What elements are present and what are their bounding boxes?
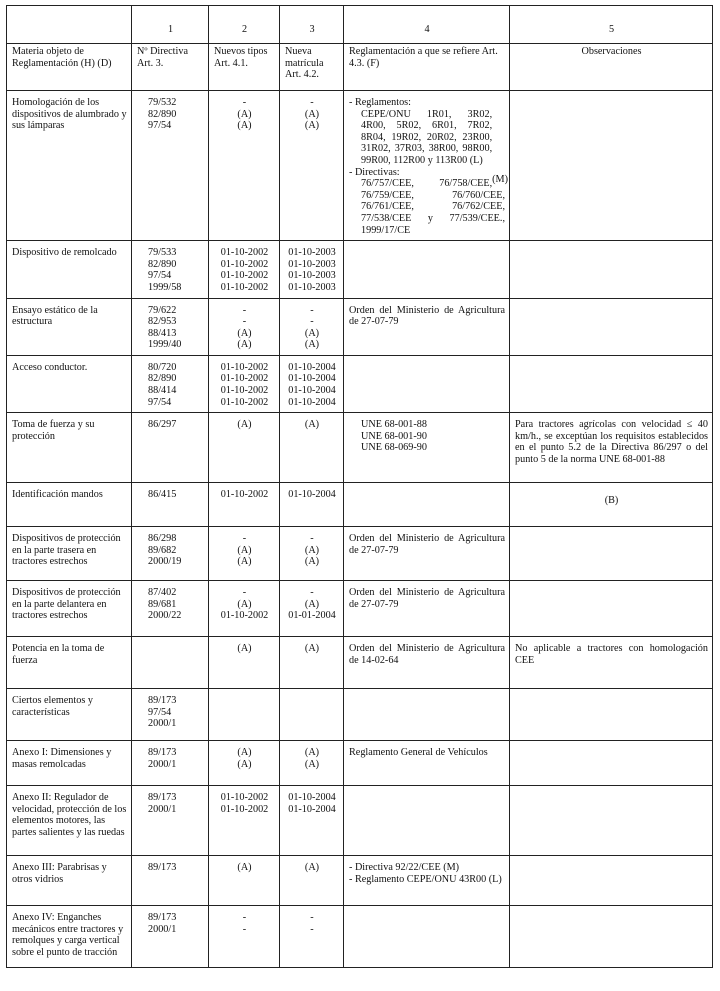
directive-cell bbox=[132, 741, 209, 786]
new-types-cell-line: 01-10-2002 bbox=[220, 361, 269, 373]
directive-cell-line: 82/890 bbox=[148, 108, 177, 120]
new-types-cell-line: 01-10-2002 bbox=[220, 396, 269, 408]
new-types-cell bbox=[209, 483, 280, 527]
new-registration-cell-line: (A) bbox=[304, 120, 320, 132]
new-types-cell-line: (A) bbox=[237, 327, 252, 339]
new-registration-cell-line: (A) bbox=[304, 747, 320, 759]
header-directive: Nº Directiva Art. 3. bbox=[132, 44, 209, 91]
new-registration-cell-line: 01-10-2004 bbox=[288, 361, 336, 373]
new-registration-cell-line: (A) bbox=[304, 339, 320, 351]
new-types-cell-line: 01-10-2002 bbox=[220, 258, 269, 270]
observations-cell bbox=[510, 298, 713, 355]
new-types-cell-line: (A) bbox=[237, 556, 252, 568]
directive-cell-line: 82/890 bbox=[148, 258, 177, 270]
new-registration-cell bbox=[280, 483, 344, 527]
new-types-cell bbox=[209, 906, 280, 968]
new-registration-cell-line: 01-10-2003 bbox=[288, 247, 336, 259]
table-row bbox=[7, 741, 713, 786]
regulation-text: UNE 68-001-88 bbox=[361, 419, 427, 431]
regulation-cell bbox=[344, 355, 510, 412]
directive-cell-line: 89/173 bbox=[148, 862, 177, 874]
directive-cell bbox=[132, 856, 209, 906]
new-types-cell-line: - bbox=[242, 923, 247, 935]
observations-cell bbox=[510, 355, 713, 412]
new-registration-cell bbox=[280, 581, 344, 637]
new-types-cell-line: (A) bbox=[237, 758, 252, 770]
new-types-cell-line: (A) bbox=[237, 419, 252, 431]
observations-cell bbox=[510, 527, 713, 581]
new-registration-cell bbox=[280, 856, 344, 906]
new-registration-cell bbox=[280, 689, 344, 741]
table-row bbox=[7, 241, 713, 298]
observations-cell bbox=[510, 689, 713, 741]
new-types-cell bbox=[209, 741, 280, 786]
new-registration-cell-line: (A) bbox=[304, 419, 320, 431]
directive-cell bbox=[132, 906, 209, 968]
table-row bbox=[7, 637, 713, 689]
directive-cell-line: 89/173 bbox=[148, 747, 177, 759]
observations-cell bbox=[510, 786, 713, 856]
header-observations: Observaciones bbox=[510, 44, 713, 91]
new-types-cell-line: - bbox=[242, 533, 247, 545]
regulation-text: UNE 68-001-90 bbox=[361, 430, 427, 442]
regulation-cell bbox=[344, 689, 510, 741]
regulation-cell bbox=[344, 298, 510, 355]
directive-cell-line: 79/532 bbox=[148, 97, 177, 108]
regulation-cell bbox=[344, 241, 510, 298]
regulation-table bbox=[6, 5, 713, 968]
column-number: 3 bbox=[280, 6, 344, 44]
new-registration-cell-line: (A) bbox=[304, 556, 320, 568]
table-row bbox=[7, 355, 713, 412]
new-types-cell-line: (A) bbox=[237, 598, 252, 610]
new-types-cell bbox=[209, 856, 280, 906]
new-registration-cell-line: 01-10-2004 bbox=[288, 489, 336, 501]
new-registration-cell-line: 01-10-2004 bbox=[288, 396, 336, 408]
observations-cell: (B) bbox=[510, 483, 713, 527]
directive-cell-line: 89/682 bbox=[148, 544, 177, 556]
regulation-text: Orden del Ministerio de Agricultura de 27-07-79 bbox=[349, 304, 505, 328]
new-types-cell-line: 01-10-2002 bbox=[220, 281, 269, 293]
new-registration-cell-line: - bbox=[310, 304, 314, 316]
header-row bbox=[7, 44, 713, 91]
new-registration-cell bbox=[280, 906, 344, 968]
directive-cell-line: 88/414 bbox=[148, 385, 177, 397]
new-registration-cell-line: - bbox=[310, 912, 314, 924]
new-types-cell-line: (A) bbox=[237, 643, 252, 655]
new-registration-cell-line: - bbox=[310, 533, 314, 545]
observations-cell: Para tractores agrícolas con velocidad ≤ 40 km/h., se exceptúan los requisitos establecidos en el punto 5.2 de la Directiva 86/297 o del punto 5 de la norma UNE 68-001-88 bbox=[510, 413, 713, 483]
new-types-cell bbox=[209, 241, 280, 298]
regulation-cell bbox=[344, 413, 510, 483]
new-registration-cell bbox=[280, 637, 344, 689]
header-regulation: Reglamentación a que se refiere Art. 4.3. (F) bbox=[344, 44, 510, 91]
new-types-cell-line: 01-10-2002 bbox=[220, 373, 269, 385]
subject-cell: Potencia en la toma de fuerza bbox=[7, 637, 132, 689]
directive-cell bbox=[132, 786, 209, 856]
directive-cell-line: 86/415 bbox=[148, 489, 177, 501]
regulation-text: - Directiva 92/22/CEE (M) bbox=[349, 862, 460, 874]
new-registration-cell bbox=[280, 91, 344, 241]
new-registration-cell-line: (A) bbox=[304, 327, 320, 339]
regulation-text: - Reglamento CEPE/ONU 43R00 (L) bbox=[349, 873, 502, 885]
column-number-row bbox=[7, 6, 713, 44]
new-types-cell-line: - bbox=[242, 304, 247, 316]
directive-cell-line: 89/173 bbox=[148, 912, 177, 924]
directive-cell bbox=[132, 689, 209, 741]
column-number bbox=[7, 6, 132, 44]
regulation-cell bbox=[344, 483, 510, 527]
regulation-text: - Directivas: bbox=[349, 166, 400, 178]
regulation-text: Orden del Ministerio de Agricultura de 27-07-79 bbox=[349, 533, 505, 556]
new-registration-cell bbox=[280, 413, 344, 483]
subject-cell: Dispositivo de remolcado bbox=[7, 241, 132, 298]
observations-cell: No aplicable a tractores con homologación CEE bbox=[510, 637, 713, 689]
table-row bbox=[7, 527, 713, 581]
directive-cell-line: 97/54 bbox=[148, 270, 172, 282]
column-number: 4 bbox=[344, 6, 510, 44]
new-types-cell-line: - bbox=[242, 587, 247, 599]
table-row bbox=[7, 786, 713, 856]
observations-cell bbox=[510, 856, 713, 906]
table-row bbox=[7, 91, 713, 241]
subject-cell: Homologación de los dispositivos de alumbrado y sus lámparas bbox=[7, 91, 132, 241]
header-new-registration: Nueva matrícula Art. 4.2. bbox=[280, 44, 344, 91]
directive-cell-line: 2000/1 bbox=[148, 923, 177, 935]
regulation-cell bbox=[344, 856, 510, 906]
new-registration-cell-line: (A) bbox=[304, 758, 320, 770]
new-types-cell-line: - bbox=[242, 316, 247, 328]
regulation-text: 76/757/CEE, 76/758/CEE, 76/759/CEE, 76/760/CEE, 76/761/CEE, 76/762/CEE, 77/538/CEE y 77/539/CEE., 1999/17/CE bbox=[361, 178, 505, 236]
directive-cell bbox=[132, 527, 209, 581]
subject-cell: Anexo I: Dimensiones y masas remolcadas bbox=[7, 741, 132, 786]
new-registration-cell bbox=[280, 355, 344, 412]
directive-cell bbox=[132, 483, 209, 527]
new-types-cell-line: - bbox=[242, 912, 247, 924]
table-row bbox=[7, 298, 713, 355]
new-registration-cell-line: (A) bbox=[304, 643, 320, 655]
header-new-types: Nuevos tipos Art. 4.1. bbox=[209, 44, 280, 91]
new-types-cell-line: 01-10-2002 bbox=[220, 610, 269, 622]
new-types-cell-line: (A) bbox=[237, 544, 252, 556]
directive-cell-line: 80/720 bbox=[148, 361, 177, 373]
new-registration-cell bbox=[280, 241, 344, 298]
new-types-cell-line: 01-10-2002 bbox=[220, 385, 269, 397]
directive-cell-line: 2000/22 bbox=[148, 610, 182, 622]
new-registration-cell-line: 01-10-2003 bbox=[288, 258, 336, 270]
new-types-cell bbox=[209, 581, 280, 637]
directive-cell-line: 89/173 bbox=[148, 695, 177, 707]
directive-cell-line: 79/533 bbox=[148, 247, 177, 259]
directive-cell-line: 97/54 bbox=[148, 706, 172, 718]
new-registration-cell-line: - bbox=[310, 923, 314, 935]
new-registration-cell-line: (A) bbox=[304, 544, 320, 556]
regulation-cell bbox=[344, 906, 510, 968]
observations-cell bbox=[510, 581, 713, 637]
new-registration-cell-line: 01-10-2004 bbox=[288, 385, 336, 397]
new-registration-cell-line: (A) bbox=[304, 108, 320, 120]
subject-cell: Anexo II: Regulador de velocidad, protección de los elementos motores, las partes salientes y las ruedas bbox=[7, 786, 132, 856]
new-types-cell-line: (A) bbox=[237, 862, 252, 874]
subject-cell: Acceso conductor. bbox=[7, 355, 132, 412]
directive-cell-line: 2000/1 bbox=[148, 718, 177, 730]
subject-cell: Ciertos elementos y características bbox=[7, 689, 132, 741]
table-row bbox=[7, 483, 713, 527]
subject-cell: Dispositivos de protección en la parte delantera en tractores estrechos bbox=[7, 581, 132, 637]
regulation-mark: (M) bbox=[492, 174, 508, 185]
directive-cell-line: 86/297 bbox=[148, 419, 177, 431]
directive-cell-line: 89/173 bbox=[148, 792, 177, 804]
new-registration-cell-line: 01-10-2004 bbox=[288, 373, 336, 385]
directive-cell-line: 97/54 bbox=[148, 396, 172, 408]
new-registration-cell bbox=[280, 786, 344, 856]
new-types-cell bbox=[209, 355, 280, 412]
regulation-text: UNE 68-069-90 bbox=[361, 442, 427, 454]
new-registration-cell-line: - bbox=[310, 316, 314, 328]
regulation-text: - Reglamentos: bbox=[349, 97, 411, 108]
directive-cell-line: 97/54 bbox=[148, 120, 172, 132]
table-row bbox=[7, 689, 713, 741]
table-row bbox=[7, 856, 713, 906]
column-number: 2 bbox=[209, 6, 280, 44]
directive-cell-line: 2000/1 bbox=[148, 803, 177, 815]
directive-cell-line: 86/298 bbox=[148, 533, 177, 545]
directive-cell-line: 88/413 bbox=[148, 327, 177, 339]
directive-cell bbox=[132, 298, 209, 355]
regulation-text: Orden del Ministerio de Agricultura de 14-02-64 bbox=[349, 643, 505, 666]
new-registration-cell-line: 01-10-2003 bbox=[288, 270, 336, 282]
table-row bbox=[7, 413, 713, 483]
new-types-cell bbox=[209, 91, 280, 241]
new-types-cell-line: (A) bbox=[237, 108, 252, 120]
directive-cell-line: 2000/19 bbox=[148, 556, 182, 568]
new-types-cell-line: (A) bbox=[237, 747, 252, 759]
column-number: 5 bbox=[510, 6, 713, 44]
table-row bbox=[7, 581, 713, 637]
new-registration-cell-line: - bbox=[310, 587, 314, 599]
subject-cell: Identificación mandos bbox=[7, 483, 132, 527]
directive-cell-line: 89/681 bbox=[148, 598, 177, 610]
directive-cell-line: 87/402 bbox=[148, 587, 177, 599]
new-types-cell-line: 01-10-2002 bbox=[220, 270, 269, 282]
new-registration-cell bbox=[280, 741, 344, 786]
regulation-text: Orden del Ministerio de Agricultura de 27-07-79 bbox=[349, 587, 505, 610]
directive-cell-line: 82/953 bbox=[148, 316, 177, 328]
directive-cell-line: 79/622 bbox=[148, 304, 177, 316]
directive-cell bbox=[132, 581, 209, 637]
new-registration-cell-line: (A) bbox=[304, 598, 320, 610]
subject-cell: Anexo III: Parabrisas y otros vidrios bbox=[7, 856, 132, 906]
directive-cell bbox=[132, 241, 209, 298]
regulation-cell bbox=[344, 581, 510, 637]
new-types-cell bbox=[209, 413, 280, 483]
subject-cell: Toma de fuerza y su protección bbox=[7, 413, 132, 483]
regulation-text: Reglamento General de Vehículos bbox=[349, 747, 488, 759]
column-number: 1 bbox=[132, 6, 209, 44]
new-types-cell bbox=[209, 527, 280, 581]
new-registration-cell-line: 01-10-2004 bbox=[288, 803, 336, 815]
new-registration-cell bbox=[280, 527, 344, 581]
directive-cell bbox=[132, 637, 209, 689]
directive-cell-line: 82/890 bbox=[148, 373, 177, 385]
new-types-cell-line: 01-10-2002 bbox=[220, 489, 269, 501]
directive-cell-line: 1999/40 bbox=[148, 339, 182, 351]
new-types-cell-line: (A) bbox=[237, 339, 252, 351]
observations-cell bbox=[510, 91, 713, 241]
new-registration-cell-line: 01-01-2004 bbox=[288, 610, 336, 622]
table-row bbox=[7, 906, 713, 968]
new-types-cell-line: (A) bbox=[237, 120, 252, 132]
new-types-cell bbox=[209, 298, 280, 355]
directive-cell bbox=[132, 413, 209, 483]
directive-cell-line: 2000/1 bbox=[148, 758, 177, 770]
observations-cell bbox=[510, 906, 713, 968]
directive-cell-line: 1999/58 bbox=[148, 281, 182, 293]
new-registration-cell-line: 01-10-2004 bbox=[288, 792, 336, 804]
regulation-document bbox=[6, 5, 713, 968]
subject-cell: Anexo IV: Enganches mecánicos entre tractores y remolques y carga vertical sobre el punto de tracción bbox=[7, 906, 132, 968]
observations-cell bbox=[510, 241, 713, 298]
regulation-cell bbox=[344, 527, 510, 581]
new-types-cell-line: - bbox=[242, 97, 247, 108]
regulation-text: CEPE/ONU 1R01, 3R02, 4R00, 5R02, 6R01, 7R02, 8R04, 19R02, 20R02, 23R00, 31R02, 37R03, 38R00, 98R00, 99R00, 112R00 y 113R00 (L) bbox=[361, 108, 493, 166]
header-subject: Materia objeto de Reglamentación (H) (D) bbox=[7, 44, 132, 91]
regulation-cell bbox=[344, 91, 510, 241]
directive-cell bbox=[132, 355, 209, 412]
new-types-cell-line: 01-10-2002 bbox=[220, 803, 269, 815]
new-types-cell-line: 01-10-2002 bbox=[220, 247, 269, 259]
new-registration-cell-line: (A) bbox=[304, 862, 320, 874]
regulation-cell bbox=[344, 741, 510, 786]
observations-cell bbox=[510, 741, 713, 786]
regulation-cell bbox=[344, 786, 510, 856]
new-registration-cell-line: - bbox=[310, 97, 314, 108]
new-types-cell-line: 01-10-2002 bbox=[220, 792, 269, 804]
subject-cell: Dispositivos de protección en la parte trasera en tractores estrechos bbox=[7, 527, 132, 581]
directive-cell bbox=[132, 91, 209, 241]
new-types-cell bbox=[209, 689, 280, 741]
regulation-cell bbox=[344, 637, 510, 689]
new-registration-cell bbox=[280, 298, 344, 355]
new-types-cell bbox=[209, 637, 280, 689]
new-types-cell bbox=[209, 786, 280, 856]
subject-cell: Ensayo estático de la estructura bbox=[7, 298, 132, 355]
new-registration-cell-line: 01-10-2003 bbox=[288, 281, 336, 293]
